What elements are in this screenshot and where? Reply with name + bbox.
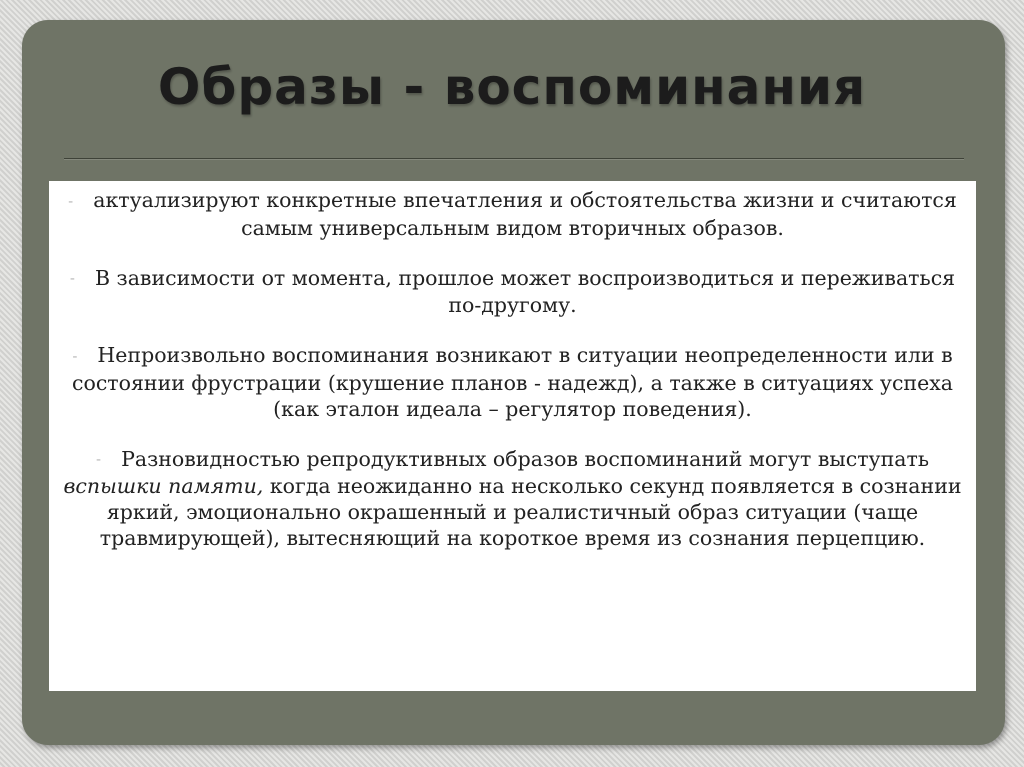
bullet-item-1 — [61, 187, 964, 241]
bullet-text-italic: вспышки памяти, — [63, 474, 264, 498]
bullet-item-2 — [61, 265, 964, 319]
bullet-item-3 — [61, 342, 964, 422]
bullet-text: Непроизвольно воспоминания возникают в ситуации неопределенности или в состоянии фрустрации (крушение планов - надежд), а также в ситуациях успеха (как эталон идеала – регулятор поведения). — [72, 343, 953, 421]
bullet-marker: - — [96, 452, 102, 468]
bullet-list — [61, 187, 964, 551]
bullet-item-4 — [61, 446, 964, 552]
content-box — [49, 181, 976, 691]
bullet-text-before: Разновидностью репродуктивных образов воспоминаний могут выступать — [121, 446, 929, 471]
bullet-marker: - — [68, 193, 74, 210]
bullet-marker: - — [69, 271, 75, 287]
bullet-text: В зависимости от момента, прошлое может воспроизводиться и переживаться по-другому. — [94, 265, 956, 317]
bullet-text-after: когда неожиданно на несколько секунд появляется в сознании яркий, эмоционально окрашенный и реалистичный образ ситуации (чаще травмирующей), вытесняющий на короткое время из сознания перцепцию. — [99, 474, 962, 550]
bullet-marker: - — [72, 348, 78, 365]
slide-title: Образы - воспоминания — [157, 58, 867, 116]
title-divider — [64, 158, 964, 159]
bullet-text: актуализируют конкретные впечатления и обстоятельства жизни и считаются самым универсальным видом вторичных образов. — [93, 188, 957, 240]
